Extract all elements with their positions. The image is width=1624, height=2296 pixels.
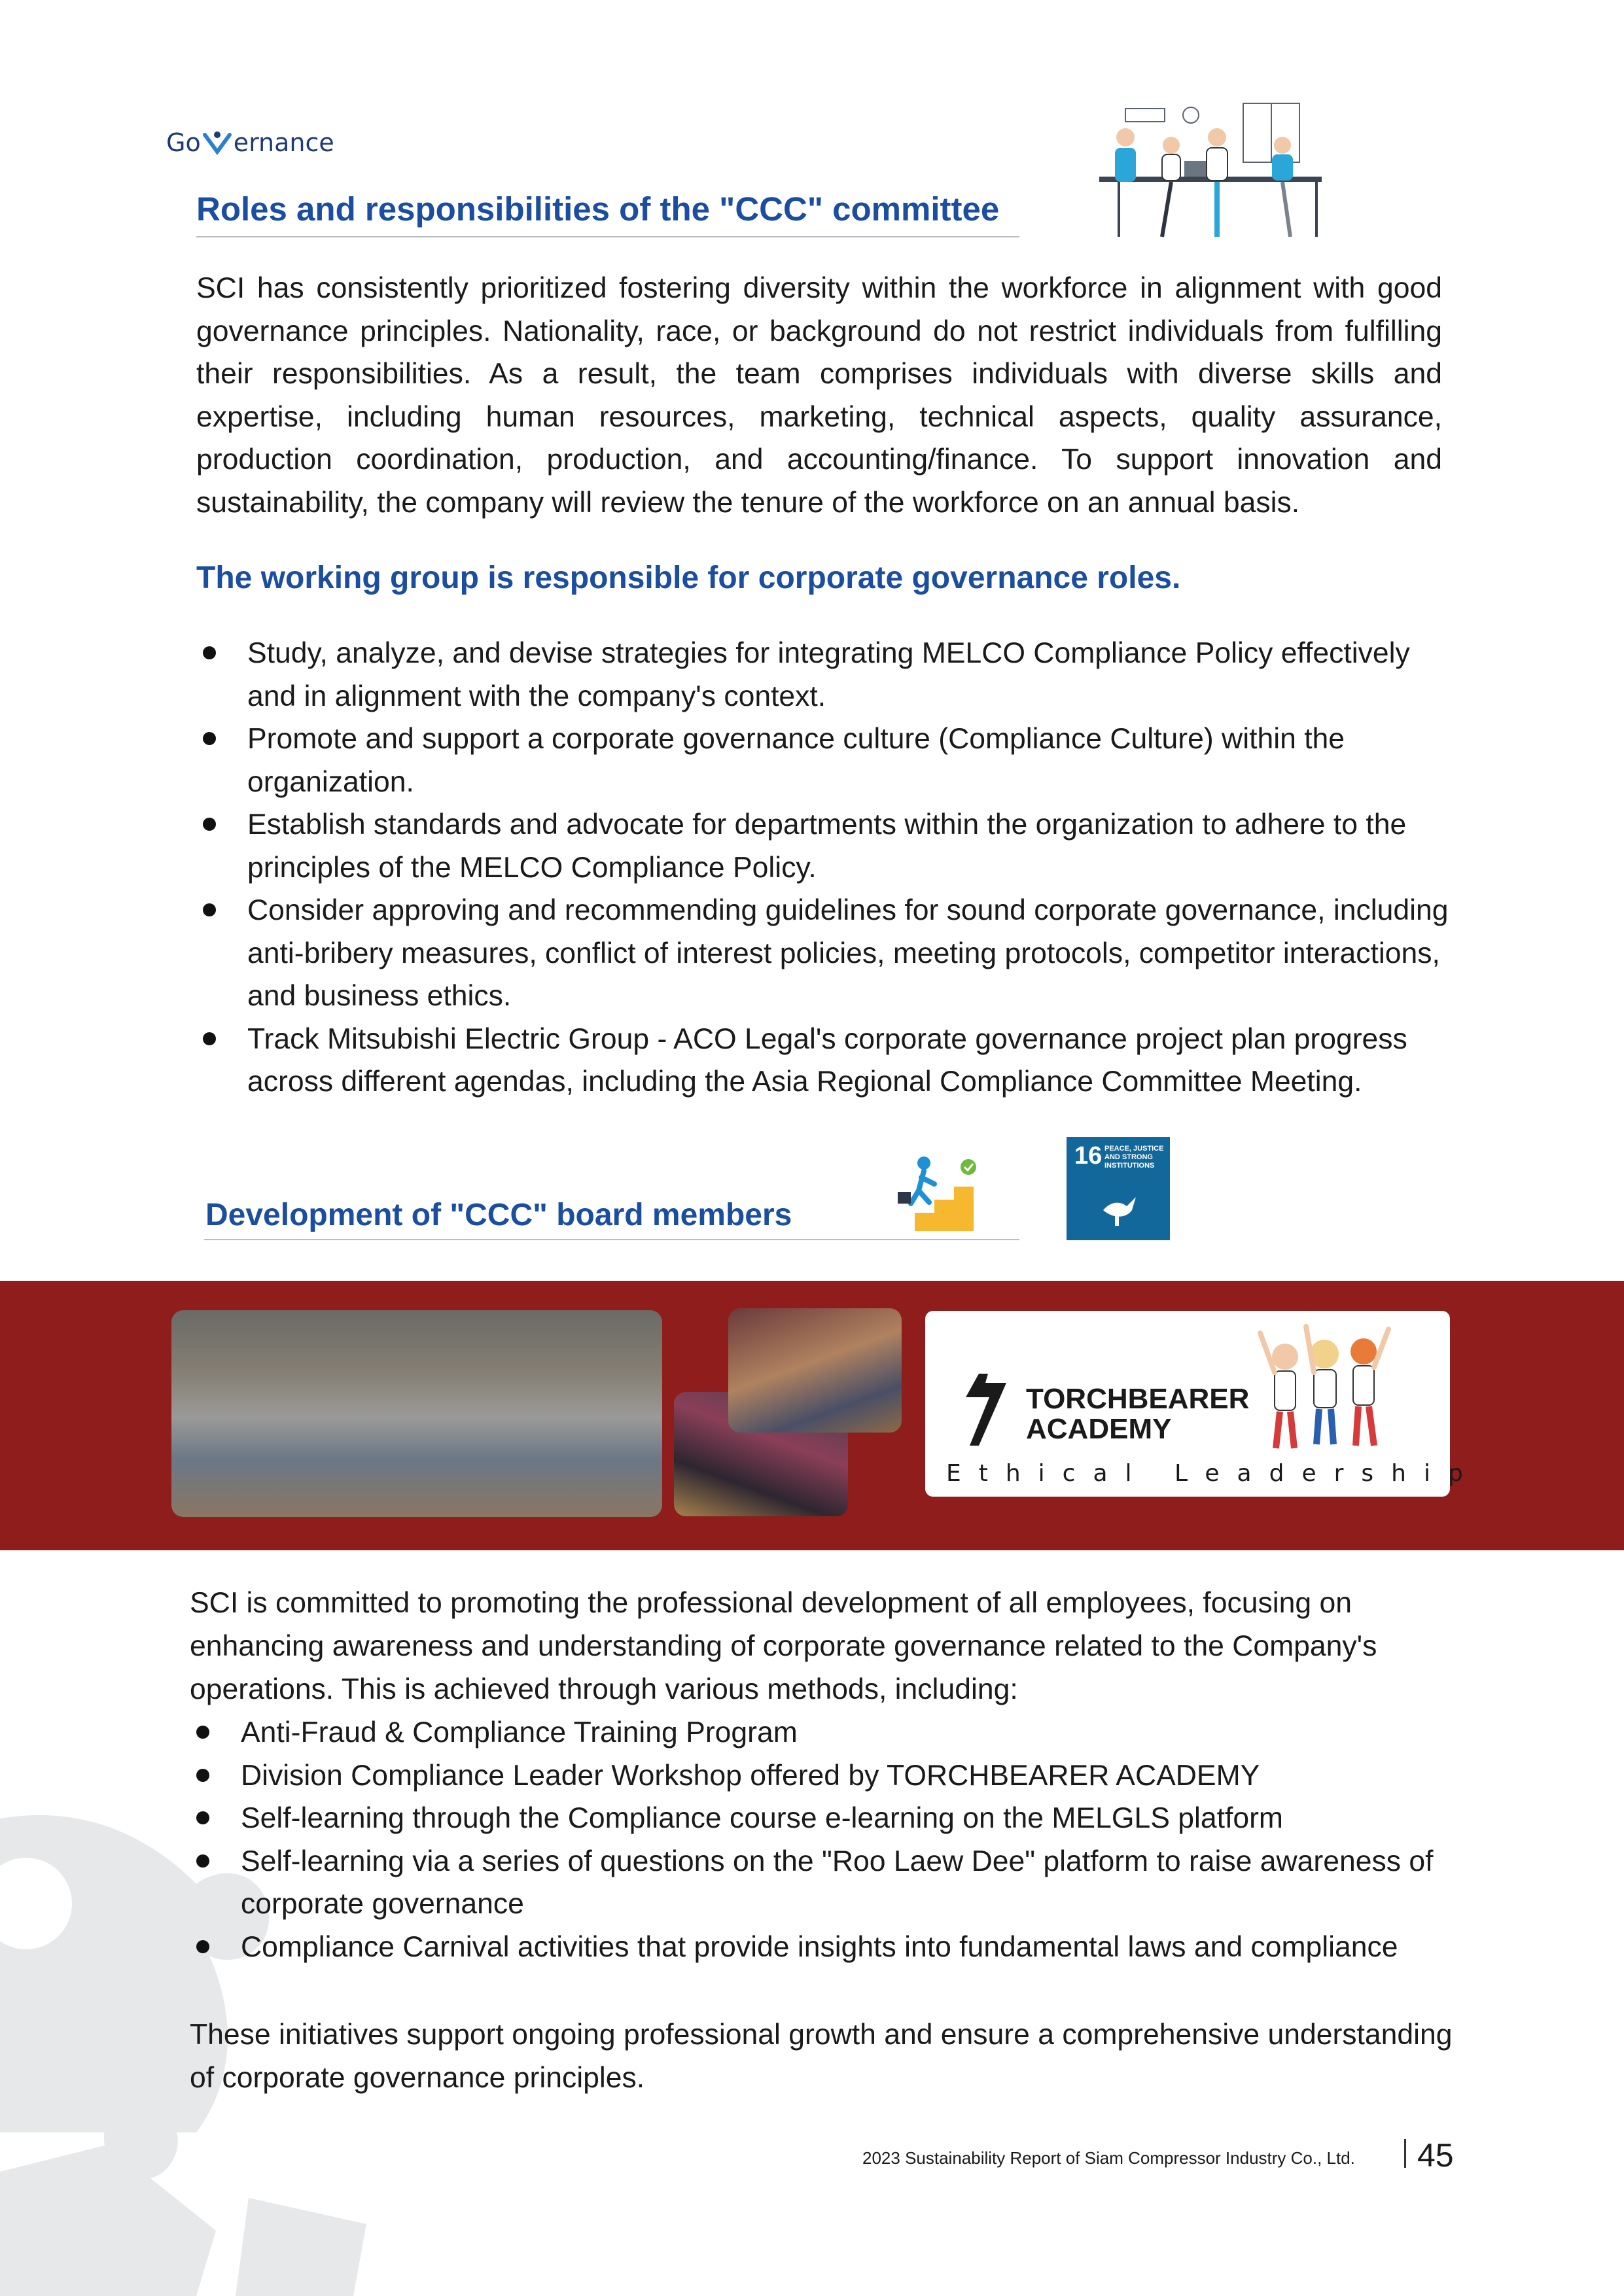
sdg-number: 16 — [1074, 1142, 1103, 1170]
list-item: Promote and support a corporate governance culture (Compliance Culture) within the organization. — [196, 718, 1459, 803]
torchbearer-title — [1026, 1384, 1249, 1444]
training-room-photo — [171, 1310, 662, 1517]
section-title-board-development: Development of "CCC" board members — [205, 1198, 792, 1232]
page-number: 45 — [1417, 2137, 1454, 2174]
list-item: Track Mitsubishi Electric Group - ACO Legal's corporate governance project plan progress across different agendas, including the Asia Regional Compliance Committee Meeting. — [196, 1018, 1459, 1104]
footer-divider — [1404, 2139, 1406, 2168]
list-item: Study, analyze, and devise strategies for integrating MELCO Compliance Policy effectively and in alignment with the company's context. — [196, 632, 1459, 718]
dove-gavel-icon — [1098, 1184, 1141, 1227]
development-intro-paragraph: SCI is committed to promoting the professional development of all employees, focusing on enhancing awareness and understanding of corporate governance related to the Company's operations. This is achieved through various methods, including: — [190, 1587, 1377, 1705]
list-item: Anti-Fraud & Compliance Training Program — [190, 1711, 1453, 1754]
ethical-leadership-caption: Ethical Leadership — [946, 1460, 1481, 1487]
torchbearer-logo-icon — [966, 1374, 1021, 1446]
closing-paragraph: These initiatives support ongoing professional growth and ensure a comprehensive understanding of corporate governance principles. — [190, 2019, 1453, 2094]
team-meeting-illustration — [1086, 98, 1335, 243]
list-item: Compliance Carnival activities that provide insights into fundamental laws and compliance — [190, 1926, 1453, 1969]
list-item: Establish standards and advocate for departments within the organization to adhere to the principles of the MELCO Compliance Policy. — [196, 803, 1459, 889]
list-item: Self-learning through the Compliance course e-learning on the MELGLS platform — [190, 1797, 1453, 1840]
team-game-photo — [728, 1308, 902, 1433]
development-methods-list — [190, 1711, 1453, 1968]
growth-stairs-icon — [895, 1154, 984, 1232]
sdg-label: PEACE, JUSTICE AND STRONG INSTITUTIONS — [1104, 1145, 1164, 1170]
sdg-16-badge — [1067, 1137, 1170, 1240]
list-item: Division Compliance Leader Workshop offered by TORCHBEARER ACADEMY — [190, 1754, 1453, 1798]
logo-figure-icon — [202, 130, 232, 156]
list-item: Consider approving and recommending guidelines for sound corporate governance, including anti-bribery measures, conflict of interest policies, meeting protocols, competitor interactions, and business ethics. — [196, 889, 1459, 1018]
logo-text-left: Go — [166, 128, 201, 157]
governance-logo — [166, 128, 334, 157]
diversity-paragraph: SCI has consistently prioritized fostering diversity within the workforce in alignment with good governance principles. Nationality, race, or background do not restrict individuals from fulfilling their responsibilities. As a result, the team comprises individuals with diverse skills and expertise, including human resources, marketing, technical aspects, quality assurance, production coordination, production, and accounting/finance. To support innovation and sustainability, the company will review the tenure of the workforce on an annual basis. — [196, 272, 1442, 519]
torchbearer-line1: TORCHBEARER — [1026, 1383, 1250, 1415]
section-title-working-group: The working group is responsible for corporate governance roles. — [196, 561, 1181, 595]
title-underline — [204, 1239, 1019, 1240]
logo-text-right: ernance — [233, 128, 334, 157]
working-group-list — [196, 632, 1459, 1104]
title-underline — [196, 236, 1019, 237]
torchbearer-line2: ACADEMY — [1026, 1413, 1172, 1445]
report-footer-title: 2023 Sustainability Report of Siam Compressor Industry Co., Ltd. — [862, 2148, 1355, 2168]
cheering-people-illustration — [1254, 1320, 1395, 1451]
list-item: Self-learning via a series of questions on the "Roo Laew Dee" platform to raise awareness of corporate governance — [190, 1840, 1453, 1926]
section-title-ccc-roles: Roles and responsibilities of the "CCC" committee — [196, 190, 1000, 228]
